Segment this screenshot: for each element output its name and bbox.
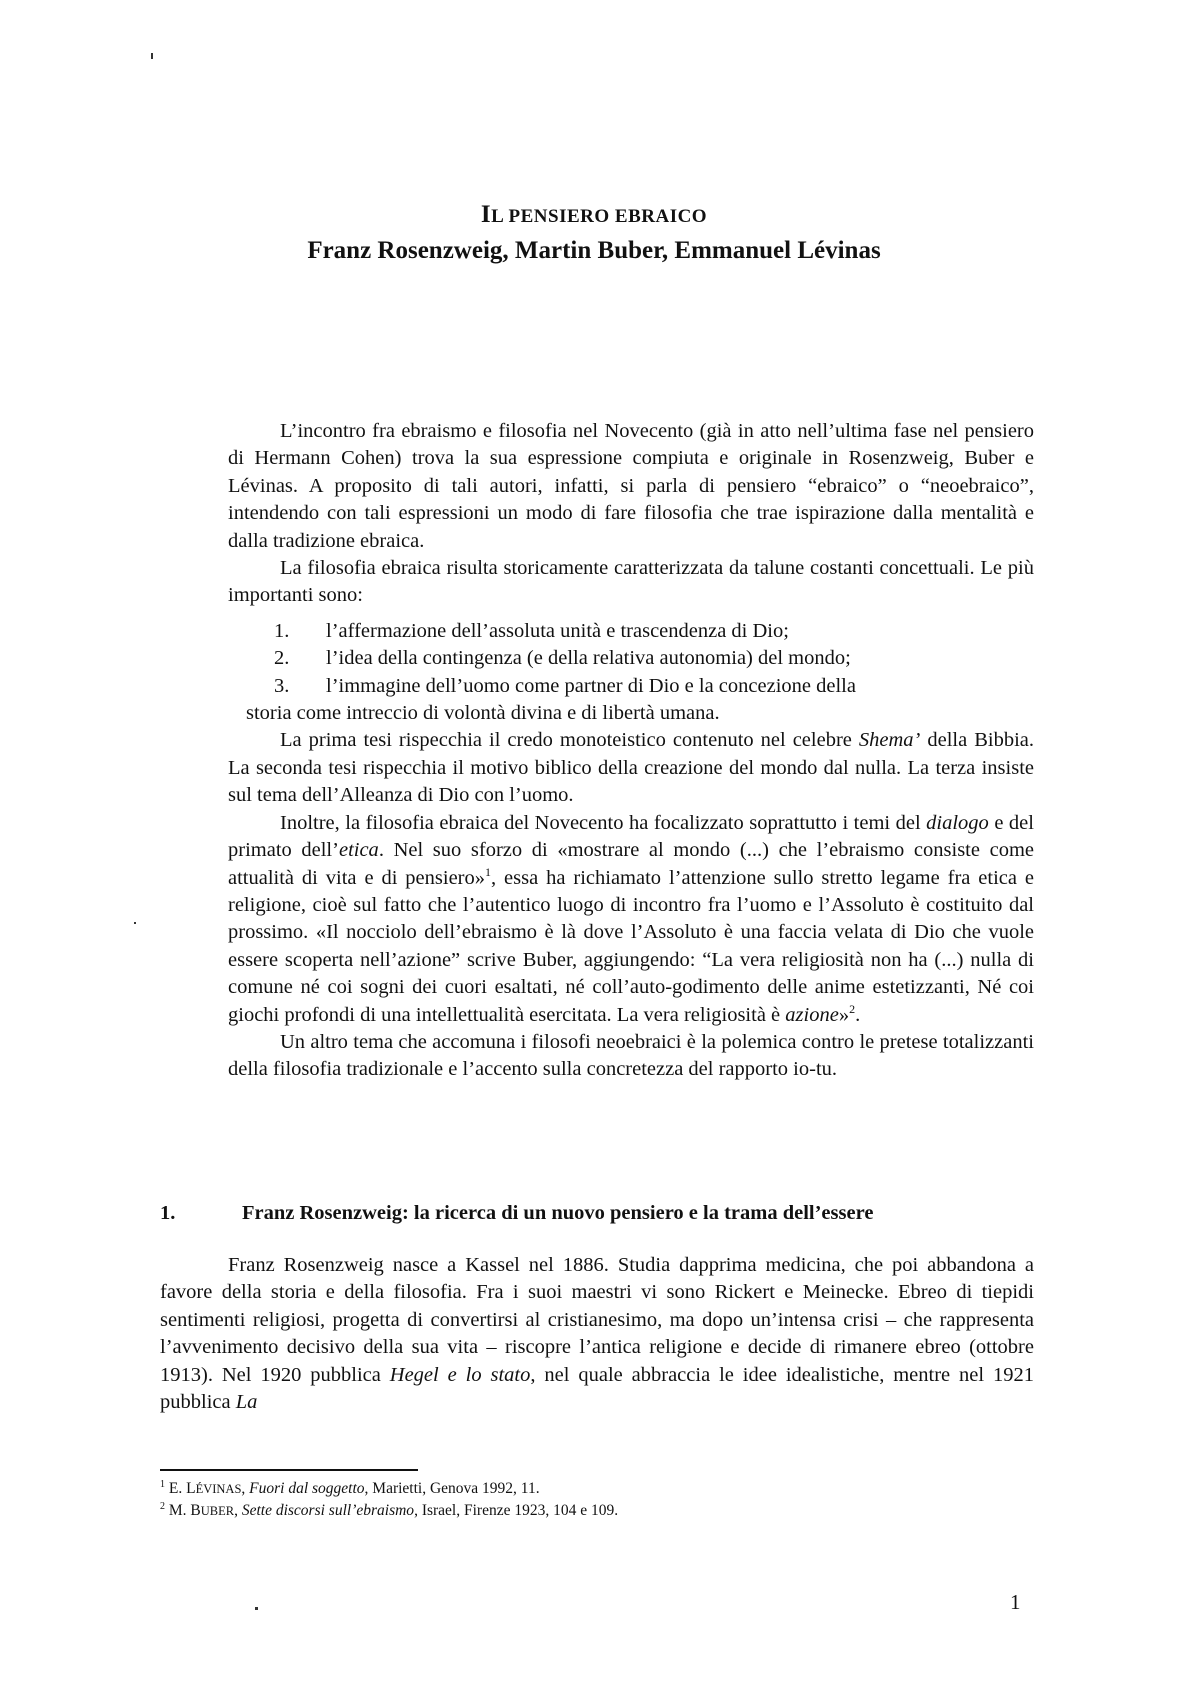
scan-mark-top	[151, 53, 153, 59]
scan-mark-left	[134, 922, 136, 924]
paragraph: La filosofia ebraica risulta storicamente caratterizzata da talune costanti concettuali. Le più importanti sono:	[228, 557, 1034, 607]
paragraph: Un altro tema che accomuna i filosofi neoebraici è la polemica contro le pretese totalizzanti della filosofia tradizionale e l’accento sulla concretezza del rapporto io-tu.	[228, 1030, 1034, 1081]
section-title: Franz Rosenzweig: la ricerca di un nuovo pensiero e la trama dell’essere	[242, 1202, 874, 1224]
footnotes	[160, 1478, 618, 1522]
paragraph: Inoltre, la filosofia ebraica del Novecento ha focalizzato soprattutto i temi del dialogo e del primato dell’etica. Nel suo sforzo di «mostrare al mondo (...) che l’ebraismo consiste come attualità di vita e di pensiero»$^1$, essa ha richiamato l’attenzione sullo stretto legame fra etica e religione, cioè sul fatto che l’autentico luogo di incontro fra l’uomo e l’Assoluto è costituito dal prossimo. «Il nocciolo dell’ebraismo è là dove l’Assoluto è una faccia velata di Dio che vuole essere scoperta nell’azione” scrive Buber, aggiungendo: “La vera religiosità non ha (...) nulla di comune né coi sogni dei cuori esaltati, né coll’auto-godimento delle anime estetizzanti, Né coi giochi profondi di una intellettualità esercitata. La vera religiosità è azione»$^2$.	[228, 811, 1035, 1026]
footnote: $^1$ E. LÉVINAS, Fuori dal soggetto, Marietti, Genova 1992, 11.	[160, 1478, 540, 1497]
page-subtitle: Franz Rosenzweig, Martin Buber, Emmanuel Lévinas	[307, 237, 881, 264]
footnote-ref[interactable]: 2	[849, 1001, 856, 1016]
section-number: 1.	[160, 1202, 176, 1224]
page-title: IL PENSIERO EBRAICO	[480, 201, 708, 228]
list-item: 1. l’affermazione dell’assoluta unità e trascendenza di Dio;	[274, 619, 789, 642]
section-body	[160, 1252, 1034, 1416]
paragraph: Franz Rosenzweig nasce a Kassel nel 1886. Studia dapprima medicina, che poi abbandona a favore della storia e della filosofia. Fra i suoi maestri vi sono Rickert e Meinecke. Ebreo di tiepidi sentimenti religiosi, progetta di convertirsi al cristianesimo, ma dopo un’intensa crisi – che rappresenta l’avvenimento decisivo della sua vita – riscopre l’antica religione e decide di rimanere ebreo (ottobre 1913). Nel 1920 pubblica Hegel e lo stato, nel quale abbraccia le idee idealistiche, mentre nel 1921 pubblica La	[160, 1254, 1035, 1414]
list-item: 3. l’immagine dell’uomo come partner di Dio e la concezione della	[274, 674, 856, 697]
page-number: 1	[1010, 1590, 1021, 1614]
footnote-divider	[160, 1469, 418, 1471]
paragraph: L’incontro fra ebraismo e filosofia nel Novecento (già in atto nell’ultima fase nel pensiero di Hermann Cohen) trova la sua espressione compiuta e originale in Rosenzweig, Buber e Lévinas. A proposito di tali autori, infatti, si parla di pensiero “ebraico” o “neoebraico”, intendendo con tali espressioni un modo di fare filosofia che trae ispirazione dalla mentalità e dalla tradizione ebraica.	[228, 420, 1034, 552]
footnote: $^2$ M. BUBER, Sette discorsi sull’ebraismo, Israel, Firenze 1923, 104 e 109.	[160, 1500, 619, 1519]
title-block	[0, 198, 1188, 268]
intro-body	[228, 418, 1034, 1084]
footnote-ref[interactable]: 1	[485, 864, 492, 879]
paragraph: La prima tesi rispecchia il credo monoteistico contenuto nel celebre Shema’ della Bibbia. La seconda tesi rispecchia il motivo biblico della creazione del mondo dal nulla. La terza insiste sul tema dell’Alleanza di Dio con l’uomo.	[228, 729, 1034, 807]
ordered-list	[228, 618, 1034, 728]
list-item: 2. l’idea della contingenza (e della relativa autonomia) del mondo;	[274, 647, 851, 670]
scan-mark-bottom	[255, 1607, 258, 1610]
list-item-continuation: storia come intreccio di volontà divina e di libertà umana.	[246, 702, 720, 725]
